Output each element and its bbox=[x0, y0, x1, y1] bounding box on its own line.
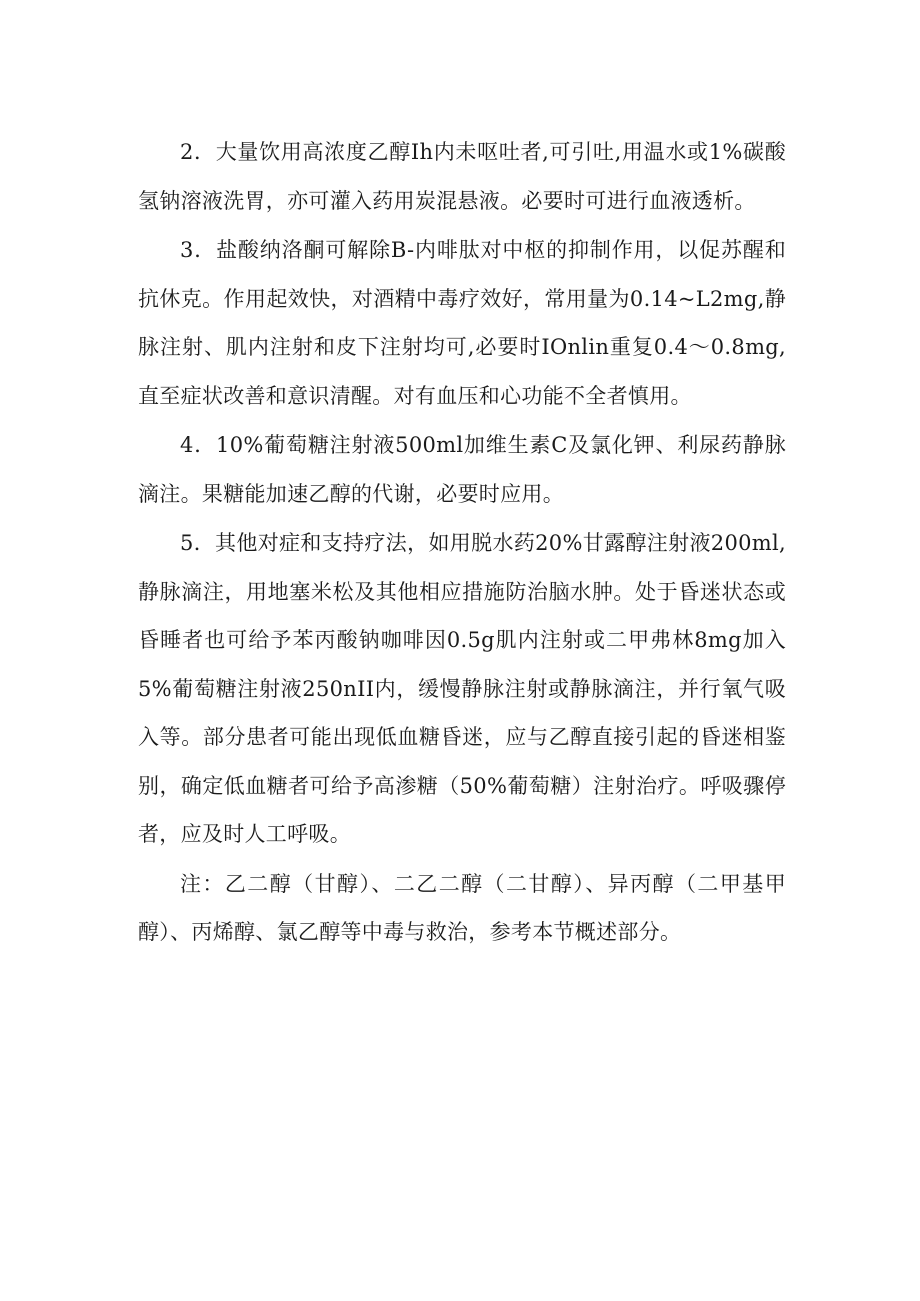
paragraph-item-2: 2．大量饮用高浓度乙醇Ih内未呕吐者,可引吐,用温水或1%碳酸氢钠溶液洗胃，亦可灌入药用炭混悬液。必要时可进行血液透析。 bbox=[138, 140, 786, 213]
paragraph-item-4: 4．10%葡萄糖注射液500ml加维生素C及氯化钾、利尿药静脉滴注。果糖能加速乙醇的代谢，必要时应用。 bbox=[138, 433, 786, 506]
paragraph-item-3: 3．盐酸纳洛酮可解除B-内啡肽对中枢的抑制作用，以促苏醒和抗休克。作用起效快，对酒精中毒疗效好，常用量为0.14~L2mg,静脉注射、肌内注射和皮下注射均可,必要时IOnlin重复0.4～0.8mg,直至症状改善和意识清醒。对有血压和心功能不全者慎用。 bbox=[138, 238, 786, 408]
document-page bbox=[138, 128, 786, 958]
paragraph-item-5: 5．其他对症和支持疗法，如用脱水药20%甘露醇注射液200ml,静脉滴注，用地塞米松及其他相应措施防治脑水肿。处于昏迷状态或昏睡者也可给予苯丙酸钠咖啡因0.5g肌内注射或二甲弗林8mg加入5%葡萄糖注射液250nII内，缓慢静脉注射或静脉滴注，并行氧气吸入等。部分患者可能出现低血糖昏迷，应与乙醇直接引起的昏迷相鉴别，确定低血糖者可给予高渗糖（50%葡萄糖）注射治疗。呼吸骤停者，应及时人工呼吸。 bbox=[138, 531, 786, 846]
paragraph-note: 注：乙二醇（甘醇）、二乙二醇（二甘醇）、异丙醇（二甲基甲醇）、丙烯醇、氯乙醇等中毒与救治，参考本节概述部分。 bbox=[138, 871, 786, 944]
